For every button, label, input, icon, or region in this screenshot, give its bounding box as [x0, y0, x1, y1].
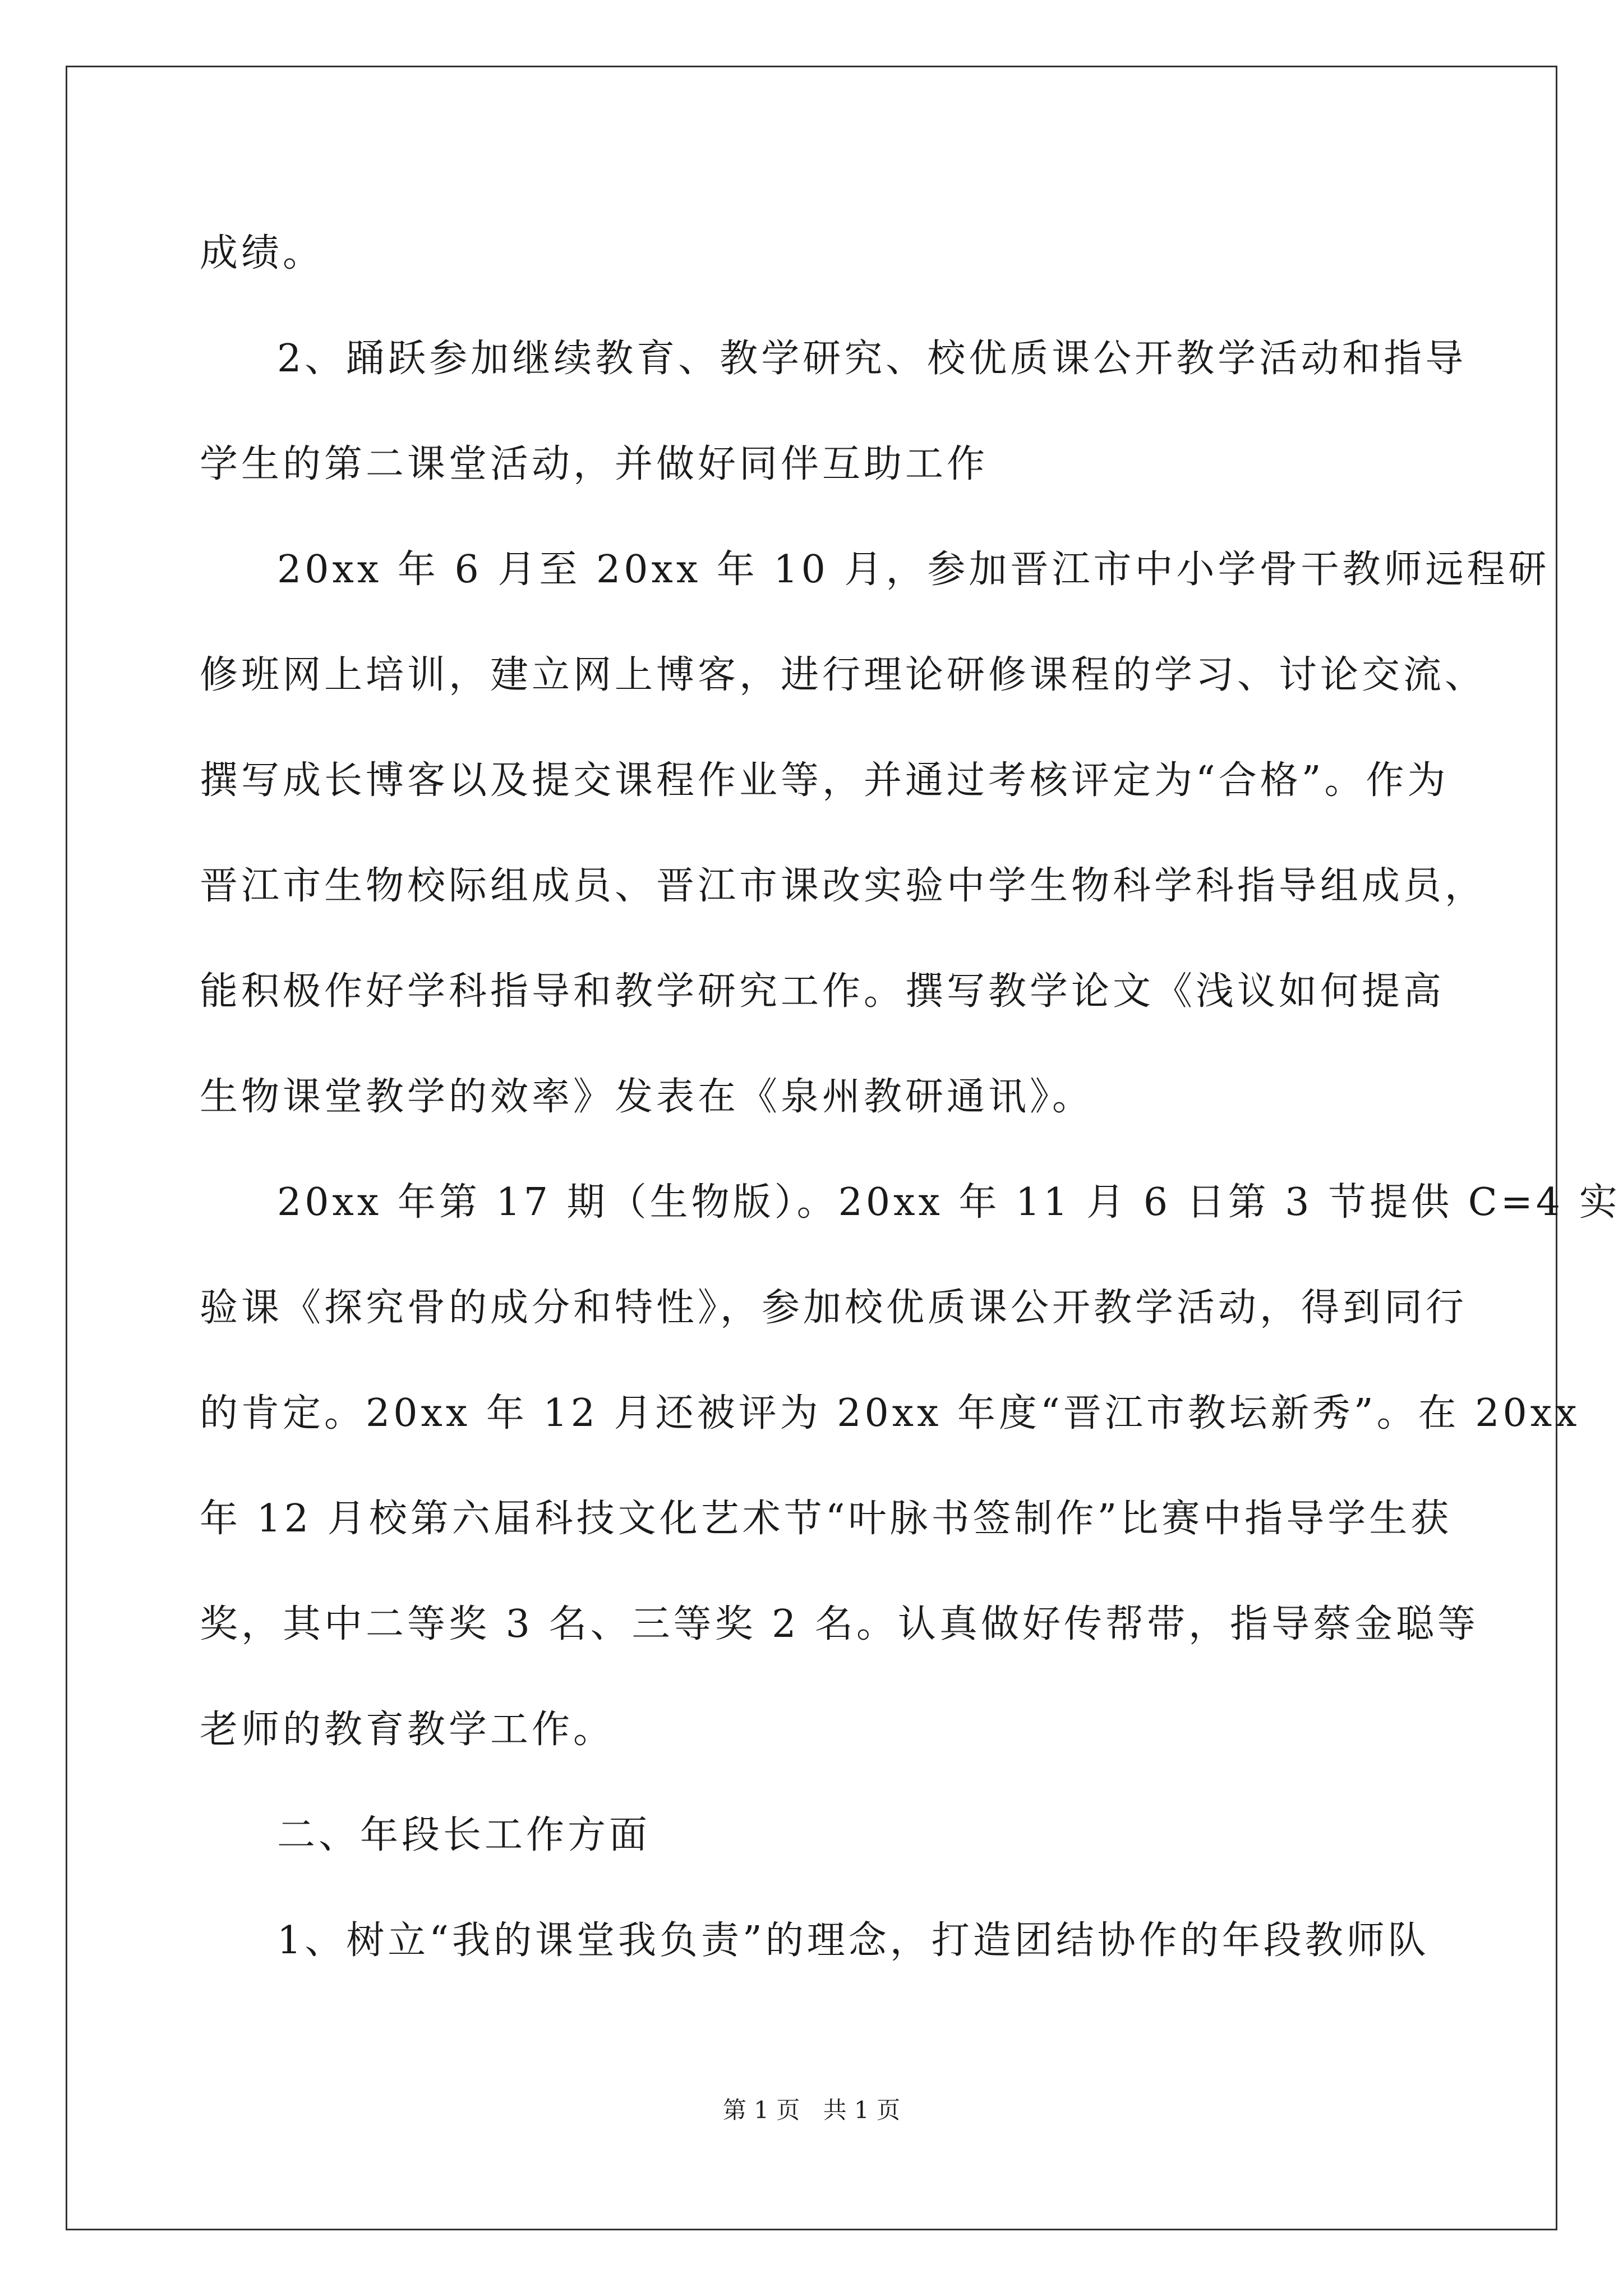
text-line: 的肯定。20xx 年 12 月还被评为 20xx 年度“晋江市教坛新秀”。在 20xx: [200, 1391, 1580, 1435]
text-line: 学生的第二课堂活动，并做好同伴互助工作: [200, 442, 989, 486]
text-line: 奖，其中二等奖 3 名、三等奖 2 名。认真做好传帮带，指导蔡金聪等: [200, 1602, 1479, 1646]
section-heading: 二、年段长工作方面: [277, 1813, 651, 1857]
text-line: 年 12 月校第六届科技文化艺术节“叶脉书签制作”比赛中指导学生获: [200, 1497, 1453, 1541]
text-line: 撰写成长博客以及提交课程作业等，并通过考核评定为“合格”。作为: [200, 758, 1449, 803]
page-number: 第 1 页: [722, 2096, 800, 2124]
text-line: 生物课堂教学的效率》发表在《泉州教研通讯》。: [200, 1075, 1094, 1119]
text-line: 老师的教育教学工作。: [200, 1708, 615, 1752]
text-line: 20xx 年 6 月至 20xx 年 10 月，参加晋江市中小学骨干教师远程研: [277, 547, 1550, 592]
page-border: [66, 66, 1557, 2230]
text-line: 2、踊跃参加继续教育、教学研究、校优质课公开教学活动和指导: [277, 337, 1467, 381]
text-line: 验课《探究骨的成分和特性》，参加校优质课公开教学活动，得到同行: [200, 1286, 1468, 1330]
text-line: 成绩。: [200, 231, 325, 275]
text-line: 晋江市生物校际组成员、晋江市课改实验中学生物科学科指导组成员，: [200, 864, 1487, 908]
text-line: 修班网上培训，建立网上博客，进行理论研修课程的学习、讨论交流、: [200, 653, 1487, 697]
page-total: 共 1 页: [823, 2096, 901, 2124]
text-line: 1、树立“我的课堂我负责”的理念，打造团结协作的年段教师队: [277, 1918, 1430, 1963]
text-line: 20xx 年第 17 期（生物版）。20xx 年 11 月 6 日第 3 节提供 C=4 实: [277, 1180, 1621, 1225]
page-footer: [0, 2096, 1623, 2124]
text-line: 能积极作好学科指导和教学研究工作。撰写教学论文《浅议如何提高: [200, 969, 1445, 1014]
